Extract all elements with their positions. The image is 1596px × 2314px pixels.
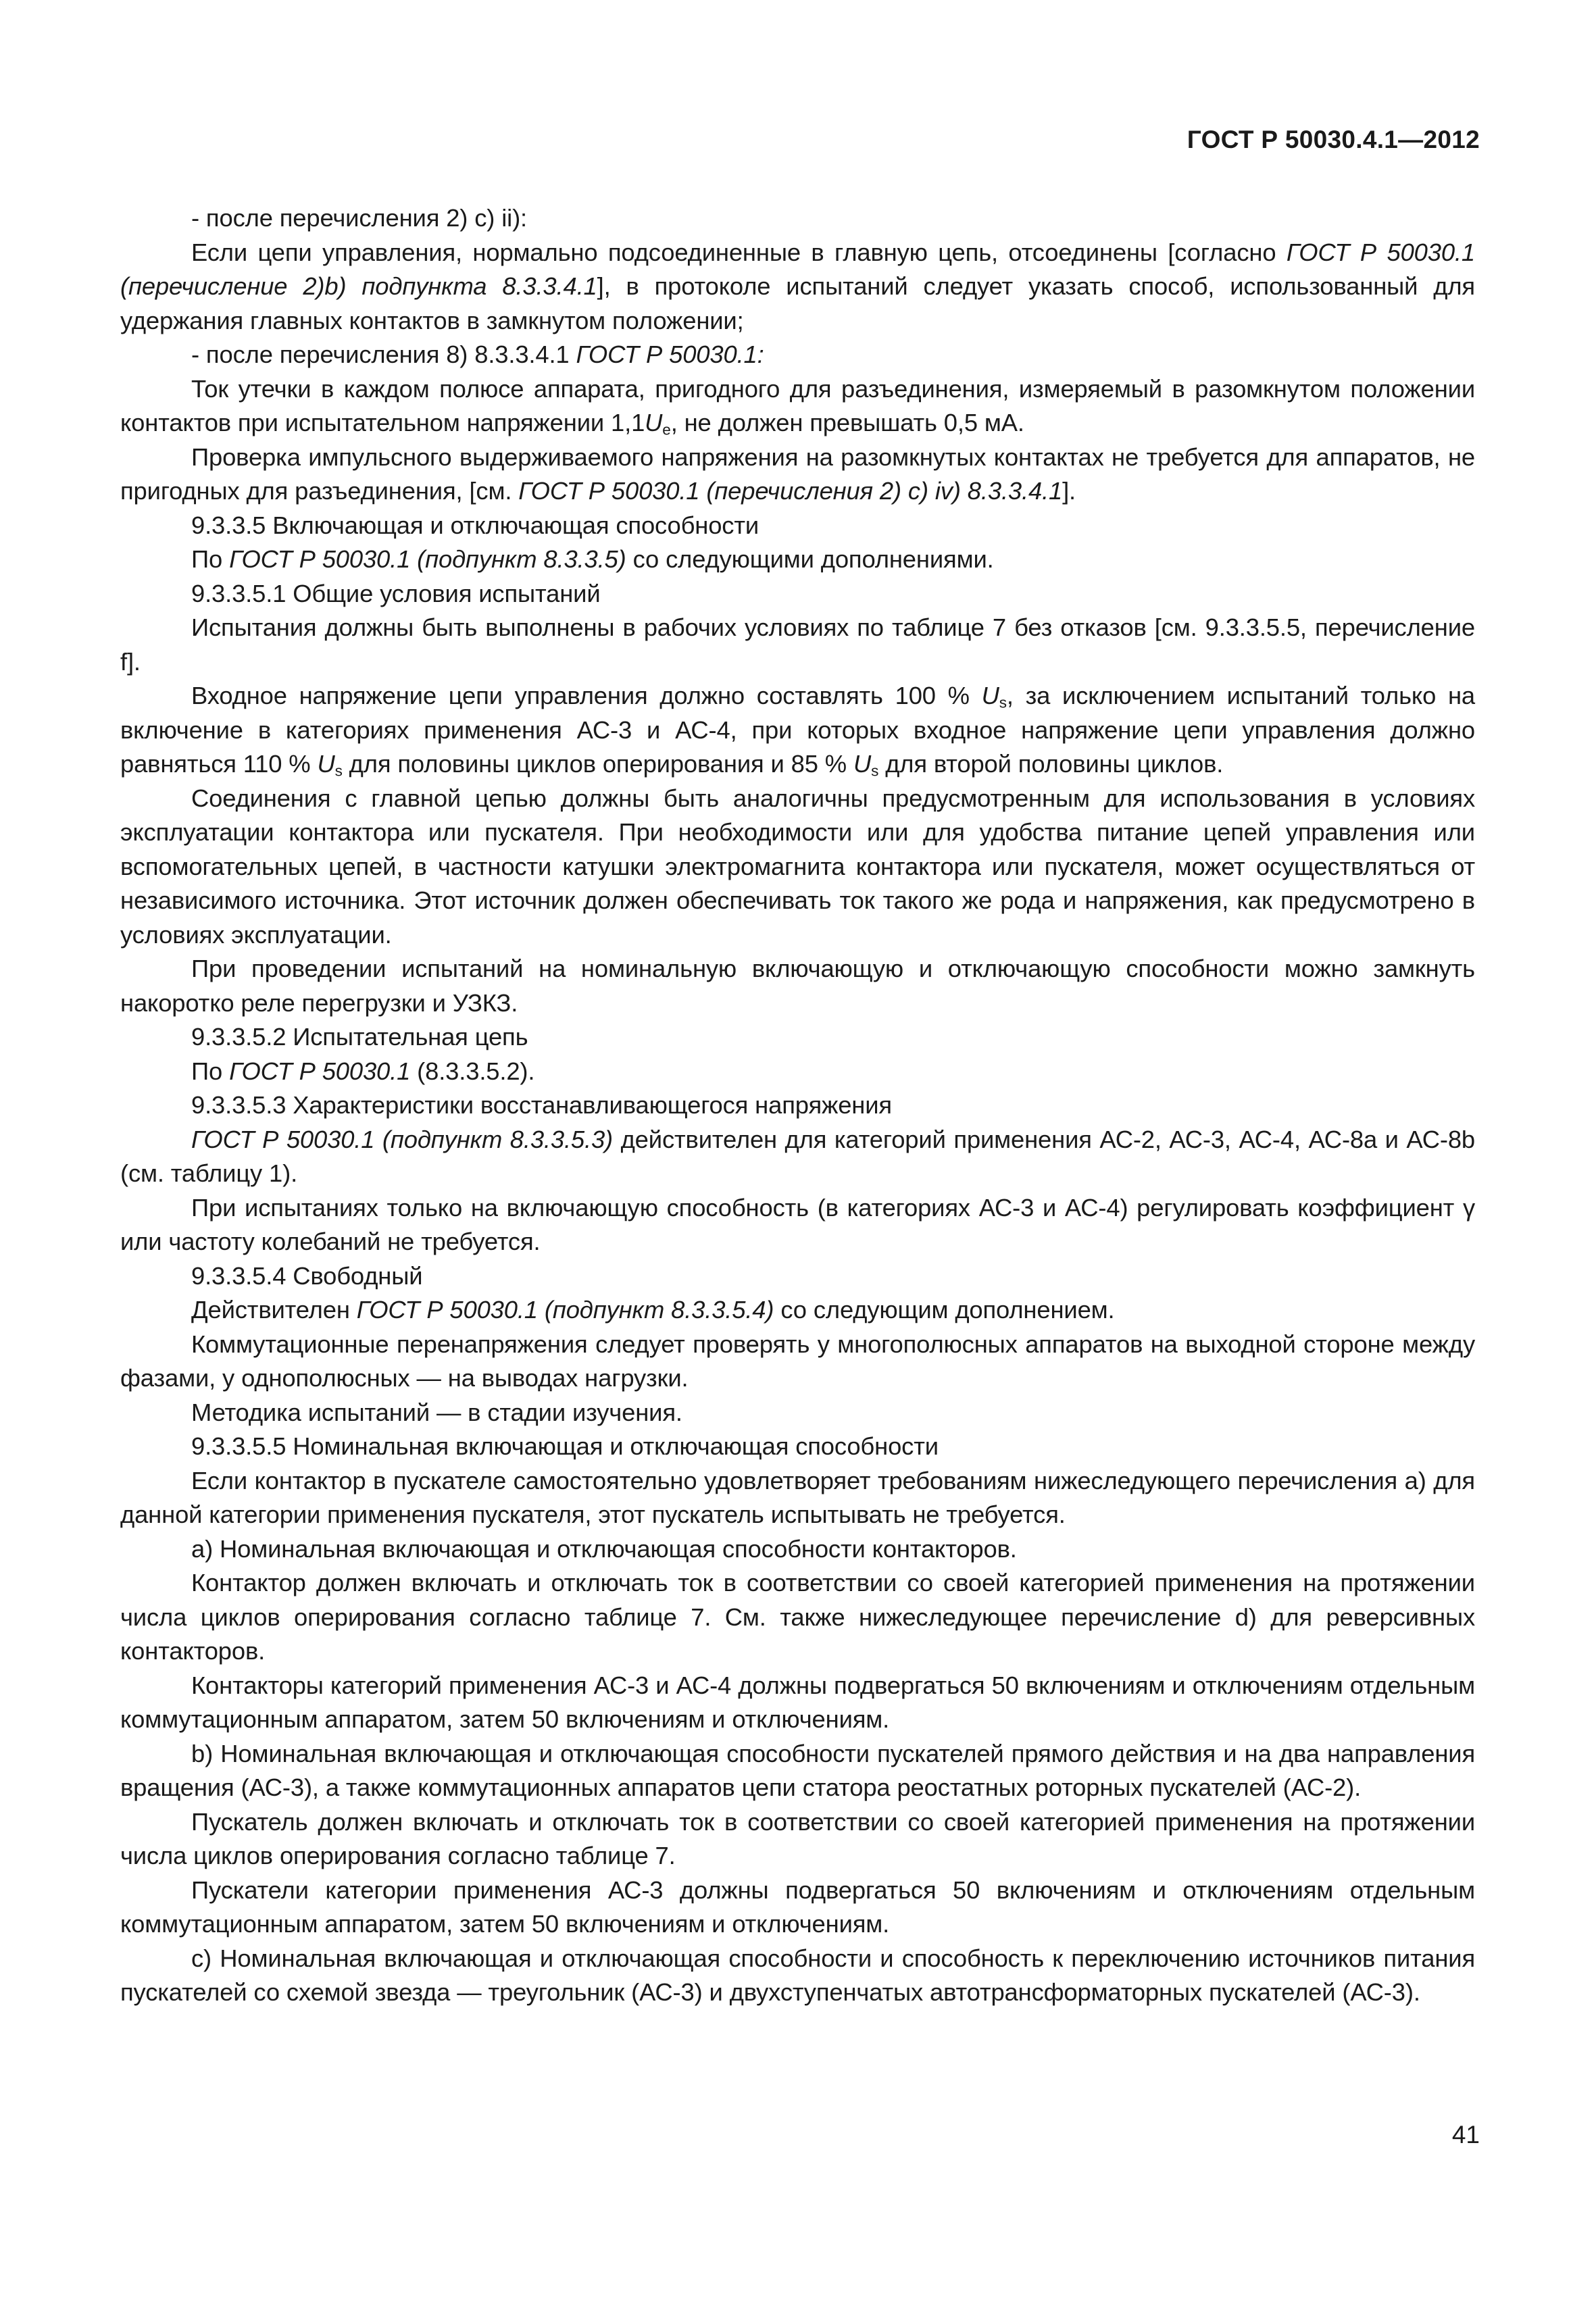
text-run: Если цепи управления, нормально подсоединенные в главную цепь, отсоединены [согласно	[191, 238, 1287, 266]
text-run: ГОСТ Р 50030.1 (подпункт 8.3.3.5.4)	[356, 1296, 774, 1324]
text-run: Коммутационные перенапряжения следует проверять у многополюсных аппаратов на выходной стороне между фазами, у однополюсных — на выводах нагрузки.	[120, 1330, 1475, 1392]
section-heading-9-3-3-5	[120, 509, 1475, 543]
paragraph-11	[120, 782, 1475, 953]
text-run: Действителен	[191, 1296, 357, 1324]
text-run: Методика испытаний — в стадии изучения.	[191, 1398, 682, 1426]
list-item-a	[120, 1532, 1475, 1567]
text-run: Пускатели категории применения АС-3 должны подвергаться 50 включениям и отключениям отдельным коммутационным аппаратом, затем 50 включениям и отключениям.	[120, 1876, 1475, 1938]
text-run: При проведении испытаний на номинальную включающую и отключающую способности можно замкнуть накоротко реле перегрузки и УЗКЗ.	[120, 955, 1475, 1017]
text-run: По	[191, 1057, 230, 1085]
text-run: 9.3.3.5.2 Испытательная цепь	[191, 1023, 528, 1051]
text-run: 9.3.3.5.4 Свободный	[191, 1261, 423, 1290]
paragraph-29	[120, 1873, 1475, 1942]
paragraph-09	[120, 611, 1475, 679]
text-run: Пускатель должен включать и отключать ток в соответствии со своей категорией применения на протяжении числа циклов оперирования согласно таблице 7.	[120, 1807, 1475, 1869]
text-run: ГОСТ Р 50030.1 (подпункт 8.3.3.5)	[229, 545, 626, 573]
paragraph-26	[120, 1669, 1475, 1737]
paragraph-14	[120, 1055, 1475, 1089]
text-run: , за исключением испытаний только на включение в категориях применения АС-3 и АС-4, при которых входное напряжение цепи управления должно равняться 110 %	[120, 682, 1476, 778]
text-run: для половины циклов оперирования и 85 %	[342, 750, 853, 778]
list-item-c	[120, 1942, 1475, 2010]
text-run: ГОСТ Р 50030.1 (перечисления 2) с) iv) 8.3.3.4.1	[518, 477, 1063, 505]
paragraph-25	[120, 1566, 1475, 1669]
page-number: 41	[1451, 2121, 1480, 2148]
paragraph-21	[120, 1396, 1475, 1430]
text-run: действителен для категорий применения АС-2, АС-3, АС-4, АС-8а и АС-8b (см. таблицу 1).	[120, 1125, 1475, 1187]
text-run: Если контактор в пускателе самостоятельно удовлетворяет требованиям нижеследующего перечисления а) для данной категории применения пускателя, этот пускатель испытывать не требуется.	[120, 1466, 1475, 1528]
text-run: U	[853, 750, 872, 778]
text-run: По	[191, 545, 230, 573]
paragraph-01	[120, 201, 1475, 236]
text-run: 9.3.3.5.3 Характеристики восстанавливающегося напряжения	[191, 1091, 892, 1119]
paragraph-10	[120, 679, 1475, 782]
section-heading-9-3-3-5-2	[120, 1020, 1475, 1055]
paragraph-07	[120, 543, 1475, 577]
text-run: s	[999, 694, 1007, 711]
text-run: 9.3.3.5.5 Номинальная включающая и отключающая способности	[191, 1432, 939, 1460]
section-heading-9-3-3-5-4	[120, 1259, 1475, 1294]
text-run: Контакторы категорий применения АС-3 и АС-4 должны подвергаться 50 включениям и отключениям отдельным коммутационным аппаратом, затем 50 включениям и отключениям.	[120, 1671, 1475, 1733]
text-run: Ток утечки в каждом полюсе аппарата, пригодного для разъединения, измеряемый в разомкнутом положении контактов при испытательном напряжении 1,1	[120, 374, 1475, 436]
text-run: Входное напряжение цепи управления должно составлять 100 %	[191, 682, 982, 709]
text-run: 9.3.3.5 Включающая и отключающая способности	[191, 511, 759, 539]
paragraph-28	[120, 1805, 1475, 1873]
text-run: b) Номинальная включающая и отключающая способности пускателей прямого действия и на два направления вращения (АС-3), а также коммутационных аппаратов цепи статора реостатных роторных пускателей (АС-2).	[120, 1739, 1475, 1801]
text-run: для второй половины циклов.	[878, 750, 1224, 778]
text-run: s	[334, 762, 343, 780]
text-run: , не должен превышать 0,5 мА.	[670, 409, 1024, 436]
text-run: 9.3.3.5.1 Общие условия испытаний	[191, 579, 601, 607]
paragraph-16	[120, 1123, 1475, 1191]
text-run: U	[317, 750, 335, 778]
paragraph-04	[120, 372, 1475, 441]
paragraph-19	[120, 1293, 1475, 1328]
paragraph-20	[120, 1328, 1475, 1396]
text-run: со следующим дополнением.	[774, 1296, 1115, 1324]
text-run: - после перечисления 8) 8.3.3.4.1	[191, 341, 576, 368]
paragraph-17	[120, 1191, 1475, 1259]
paragraph-03	[120, 338, 1475, 372]
text-run: При испытаниях только на включающую способность (в категориях АС-3 и АС-4) регулировать коэффициент γ или частоту колебаний не требуется.	[120, 1193, 1475, 1255]
text-run: e	[662, 421, 671, 438]
text-run: ГОСТ Р 50030.1:	[576, 341, 764, 368]
paragraph-12	[120, 952, 1475, 1020]
document-body	[120, 201, 1475, 2010]
section-heading-9-3-3-5-3	[120, 1088, 1475, 1123]
text-run: Контактор должен включать и отключать ток в соответствии со своей категорией применения на протяжении числа циклов оперирования согласно таблице 7. См. также нижеследующее перечисление d) для реверсивных контакторов.	[120, 1569, 1475, 1665]
text-run: (8.3.3.5.2).	[410, 1057, 535, 1085]
text-run: Испытания должны быть выполнены в рабочих условиях по таблице 7 без отказов [см. 9.3.3.5.5, перечисление f].	[120, 613, 1475, 676]
text-run: - после перечисления 2) с) ii):	[191, 204, 528, 232]
document-code-header: ГОСТ Р 50030.4.1—2012	[1187, 126, 1480, 153]
text-run: s	[871, 762, 879, 780]
paragraph-23	[120, 1464, 1475, 1532]
text-run: Соединения с главной цепью должны быть аналогичны предусмотренным для использования в условиях эксплуатации контактора или пускателя. При необходимости или для удобства питание цепей управления или вспомогательных цепей, в частности катушки электромагнита контактора или пускателя, может осуществляться от независимого источника. Этот источник должен обеспечивать ток такого же рода и напряжения, как предусмотрено в условиях эксплуатации.	[120, 784, 1475, 949]
section-heading-9-3-3-5-1	[120, 577, 1475, 611]
text-run: U	[645, 409, 663, 436]
text-run: ГОСТ Р 50030.1 (перечисление 2)b) подпункта 8.3.3.4.1	[120, 238, 1475, 300]
text-run: ГОСТ Р 50030.1	[229, 1057, 411, 1085]
text-run: ], в протоколе испытаний следует указать способ, использованный для удержания главных контактов в замкнутом положении;	[120, 272, 1475, 334]
section-heading-9-3-3-5-5	[120, 1430, 1475, 1464]
text-run: ].	[1062, 477, 1076, 505]
list-item-b	[120, 1737, 1475, 1805]
text-run: U	[981, 682, 999, 709]
paragraph-05	[120, 441, 1475, 509]
text-run: ГОСТ Р 50030.1 (подпункт 8.3.3.5.3)	[191, 1125, 614, 1153]
text-run: со следующими дополнениями.	[626, 545, 994, 573]
text-run: с) Номинальная включающая и отключающая способности и способность к переключению источников питания пускателей со схемой звезда — треугольник (АС-3) и двухступенчатых автотрансформаторных пускателей (АС-3).	[120, 1944, 1475, 2006]
paragraph-02	[120, 236, 1475, 338]
text-run: а) Номинальная включающая и отключающая способности контакторов.	[191, 1534, 1017, 1563]
text-run: Проверка импульсного выдерживаемого напряжения на разомкнутых контактах не требуется для аппаратов, не пригодных для разъединения, [см.	[120, 443, 1475, 505]
